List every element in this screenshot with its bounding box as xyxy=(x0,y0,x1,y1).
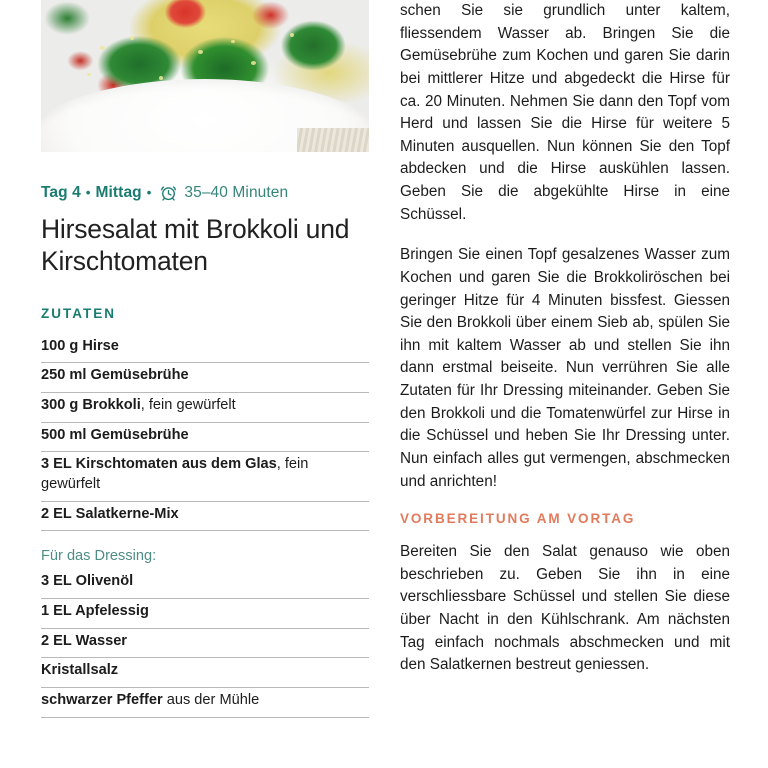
ingredient-amount: 300 g Brokkoli xyxy=(41,396,141,413)
dressing-subheading: Für das Dressing: xyxy=(41,548,157,565)
ingredient-amount: 3 EL Kirschtomaten aus dem Glas xyxy=(41,456,277,473)
list-item xyxy=(41,629,369,659)
list-item xyxy=(41,688,369,718)
right-column xyxy=(400,0,730,677)
ingredient-amount: 250 ml Gemüsebrühe xyxy=(41,367,189,384)
list-item xyxy=(41,599,369,629)
ingredient-amount: schwarzer Pfeffer xyxy=(41,692,163,709)
list-item xyxy=(41,334,369,364)
table-cloth xyxy=(297,128,369,152)
list-item xyxy=(41,569,369,599)
meta-separator-2: • xyxy=(146,185,152,200)
ingredient-amount: 2 EL Salatkerne-Mix xyxy=(41,505,179,522)
ingredient-note: aus der Mühle xyxy=(162,692,260,709)
left-column xyxy=(41,0,369,734)
meta-day: Tag 4 xyxy=(41,183,81,201)
ingredient-amount: 100 g Hirse xyxy=(41,337,119,354)
couscous-speck xyxy=(87,73,91,76)
list-item xyxy=(41,452,369,501)
ingredients-heading: ZUTATEN xyxy=(41,305,116,321)
instructions-paragraph-2: Bringen Sie einen Topf gesalzenes Wasser zum Kochen und garen Sie die Brokkoliröschen bei geringer Hitze für 4 Minuten bissfest. Giessen Sie den Brokkoli über einem Sieb ab, spülen Sie ihn mit kaltem Wasser ab und stellen Sie ihn dann erstmal beiseite. Nun verrühren Sie alle Zutaten für Ihr Dressing miteinander. Geben Sie den Brokkoli und die Tomatenwürfel zur Hirse in die Schüssel und heben Sie Ihr Dressing unter. Nun einfach alles gut vermengen, abschmecken und anrichten! xyxy=(400,246,730,490)
couscous-speck xyxy=(198,50,203,54)
alarm-clock-icon xyxy=(159,183,178,202)
page-title: Hirsesalat mit Brokkoli und Kirschtomaten xyxy=(41,214,350,276)
ingredient-amount: 500 ml Gemüsebrühe xyxy=(41,426,189,443)
recipe-meta xyxy=(41,183,369,202)
ingredient-note: , fein gewürfelt xyxy=(140,396,236,413)
couscous-speck xyxy=(290,33,294,37)
ingredient-amount: 1 EL Apfelessig xyxy=(41,603,149,620)
couscous-speck xyxy=(231,40,235,43)
ingredient-amount: 2 EL Wasser xyxy=(41,632,127,649)
ingredient-amount: Kristallsalz xyxy=(41,662,119,679)
list-item xyxy=(41,423,369,453)
food-photo-image xyxy=(41,0,369,152)
dressing-ingredients-list xyxy=(41,569,369,717)
ingredients-list xyxy=(41,334,369,532)
list-item xyxy=(41,393,369,423)
list-item xyxy=(41,658,369,688)
ingredient-note: , fein gewürfelt xyxy=(41,456,309,493)
meta-meal: Mittag xyxy=(95,183,142,201)
meta-time: 35–40 Minuten xyxy=(184,183,289,201)
couscous-speck xyxy=(100,46,105,50)
prep-ahead-heading: VORBEREITUNG AM VORTAG xyxy=(400,511,636,527)
meta-separator-1: • xyxy=(85,185,91,200)
couscous-speck xyxy=(159,76,163,80)
couscous-speck xyxy=(130,36,134,40)
instructions-paragraph-1: schen Sie sie grundlich unter kaltem, fliessendem Wasser ab. Bringen Sie die Gemüsebrühe zum Kochen und garen Sie darin bei mittlerer Hitze und abgedeckt die Hirse für ca. 20 Minuten. Nehmen Sie dann den Topf vom Herd und lassen Sie die Hirse für weitere 5 Minuten ausquellen. Nun können Sie den Topf abdecken und die Hirse auskühlen lassen. Geben Sie die abgekühlte Hirse in eine Schüssel. xyxy=(400,2,730,223)
list-item xyxy=(41,502,369,532)
list-item xyxy=(41,363,369,393)
ingredient-amount: 3 EL Olivenöl xyxy=(41,573,134,590)
prep-ahead-paragraph: Bereiten Sie den Salat genauso wie oben beschrieben zu. Geben Sie ihn in eine verschliessbare Schüssel und stellen Sie diese über Nacht in den Kühlschrank. Am nächsten Tag einfach nochmals abschmecken und mit den Salatkernen bestreut geniessen. xyxy=(400,543,730,674)
couscous-speck xyxy=(251,61,256,65)
recipe-photo xyxy=(41,0,369,152)
